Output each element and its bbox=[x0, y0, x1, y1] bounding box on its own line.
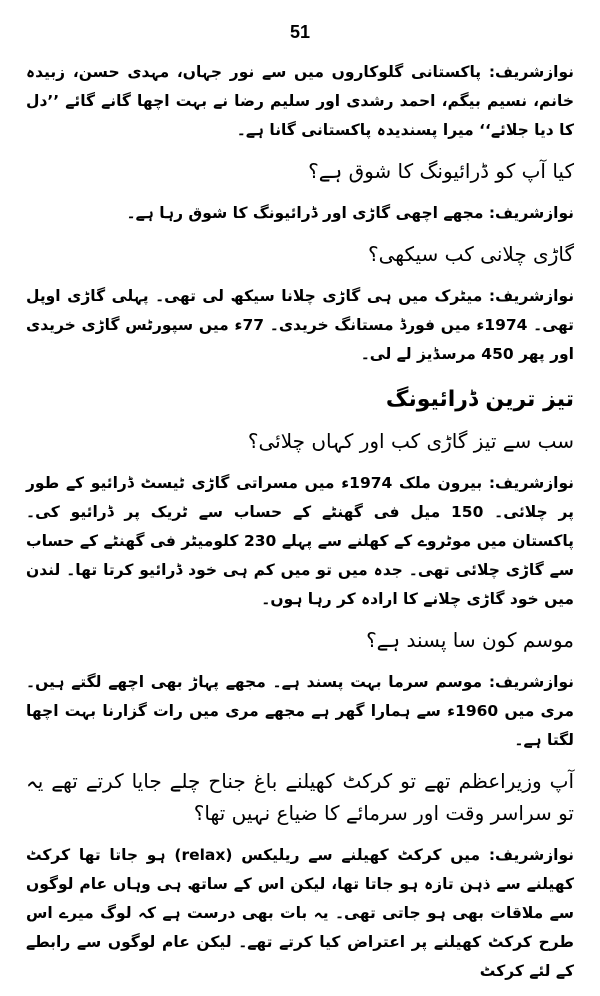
answer-paragraph bbox=[26, 58, 574, 145]
answer-text: میٹرک میں ہی گاڑی چلانا سیکھ لی تھی۔ پہلی گاڑی اوپل تھی۔ 1974ء میں فورڈ مستانگ خریدی۔ 77ء میں سپورٹس گاڑی خریدی اور پھر 450 مرسڈیز لے لی۔ bbox=[26, 287, 574, 363]
answer-paragraph bbox=[26, 469, 574, 614]
speaker-label: نوازشریف: bbox=[488, 204, 574, 222]
question-text: گاڑی چلانی کب سیکھی؟ bbox=[367, 242, 574, 266]
question-text: موسم کون سا پسند ہے؟ bbox=[366, 628, 574, 652]
speaker-label: نوازشریف: bbox=[488, 287, 575, 305]
question-text: سب سے تیز گاڑی کب اور کہاں چلائی؟ bbox=[247, 429, 574, 453]
answer-text: موسم سرما بہت پسند ہے۔ مجھے پہاڑ بھی اچھے لگتے ہیں۔ مری میں 1960ء سے ہمارا گھر ہے مجھے مری میں رات گزارنا بہت اچھا لگتا ہے۔ bbox=[26, 673, 574, 749]
page-number: 51 bbox=[289, 22, 311, 42]
speaker-label: نوازشریف: bbox=[488, 846, 574, 864]
answer-text: مجھے اچھی گاڑی اور ڈرائیونگ کا شوق رہا ہے۔ bbox=[126, 204, 484, 222]
answer-text: بیرون ملک 1974ء میں مسراتی گاڑی ٹیسٹ ڈرائیو کے طور پر چلائی۔ 150 میل فی گھنٹے کے حساب سے ٹریک پر ڈرائیو کی۔ پاکستان میں موٹروے کے کھلنے سے پہلے 230 کلومیٹر فی گھنٹے کے حساب سے گاڑی چلائی تھی۔ جدہ میں تو میں کم ہی خود ڈرائیو کرتا تھا۔ لندن میں خود گاڑی چلانے کا ارادہ کر رہا ہوں۔ bbox=[26, 474, 574, 608]
answer-paragraph bbox=[26, 668, 574, 755]
question-text: کیا آپ کو ڈرائیونگ کا شوق ہے؟ bbox=[308, 159, 574, 183]
answer-text: میں کرکٹ کھیلنے سے ریلیکس (relax) ہو جاتا تھا کرکٹ کھیلنے سے ذہن تازہ ہو جاتا تھا، لیکن اس کے ساتھ ہی وہاں عام لوگوں سے ملاقات بھی ہو جاتی تھی۔ یہ بات بھی درست ہے کہ لوگ میرے اس طرح کرکٹ کھیلنے پر اعتراض کیا کرتے تھے۔ لیکن عام لوگوں سے رابطے کے لئے کرکٹ bbox=[26, 846, 574, 980]
answer-paragraph bbox=[26, 199, 574, 228]
speaker-label: نوازشریف: bbox=[488, 474, 574, 492]
answer-paragraph bbox=[26, 282, 574, 369]
question-text: آپ وزیراعظم تھے تو کرکٹ کھیلنے باغ جناح چلے جایا کرتے تھے یہ تو سراسر وقت اور سرمائے کا ضیاع نہیں تھا؟ bbox=[26, 769, 574, 825]
answer-paragraph bbox=[26, 841, 574, 986]
page-content bbox=[26, 58, 574, 996]
speaker-label: نوازشریف: bbox=[488, 63, 574, 81]
answer-text: پاکستانی گلوکاروں میں سے نور جہاں، مہدی حسن، زبیدہ خانم، نسیم بیگم، احمد رشدی اور سلیم رضا نے بہت اچھا گانے گائے ’’دل کا دیا جلائے‘‘ میرا پسندیدہ پاکستانی گانا ہے۔ bbox=[26, 63, 574, 139]
speaker-label: نوازشریف: bbox=[488, 673, 574, 691]
section-heading: تیز ترین ڈرائیونگ bbox=[385, 387, 574, 412]
